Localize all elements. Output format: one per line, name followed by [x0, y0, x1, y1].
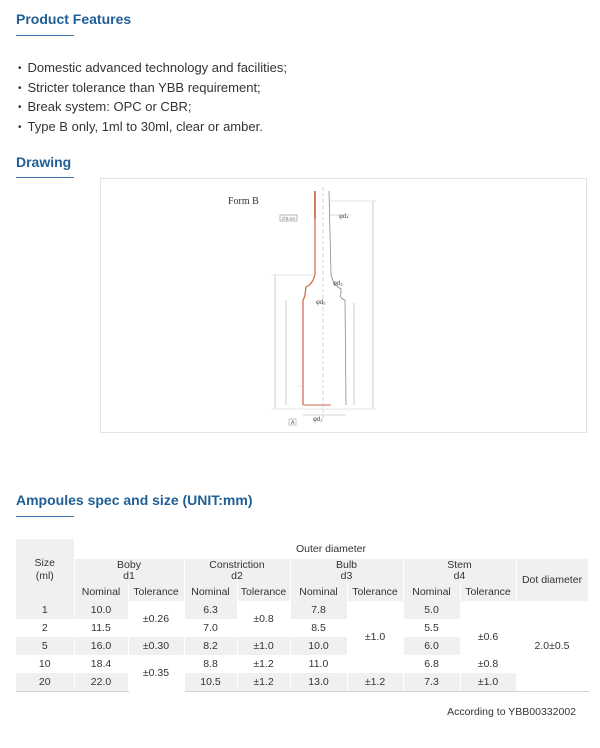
label-d3: φd₃ [333, 281, 343, 287]
spec-title-underline [16, 516, 74, 517]
size-cell: 1 [16, 601, 74, 619]
reference-label: ∅0.1A [282, 216, 296, 221]
group-stem-sub: d4 [453, 570, 466, 582]
tolerance-header: Tolerance [347, 583, 403, 601]
d2-nominal: 8.8 [184, 655, 237, 673]
size-cell: 20 [16, 673, 74, 692]
d1-tolerance: ±0.30 [128, 637, 184, 655]
group-bulb-name: Bulb [335, 559, 357, 571]
drawing-title-underline [16, 177, 74, 178]
feature-item: • Domestic advanced technology and facilities; [18, 59, 287, 79]
size-cell: 5 [16, 637, 74, 655]
d3-tolerance-blank [347, 601, 403, 619]
size-cell: 10 [16, 655, 74, 673]
form-label: Form B [228, 196, 259, 207]
d1-nominal: 16.0 [74, 637, 128, 655]
table-row [16, 601, 588, 619]
d1-nominal: 22.0 [74, 673, 128, 692]
d4-nominal: 5.5 [403, 619, 460, 637]
d2-nominal: 7.0 [184, 619, 237, 637]
label-d1: φd₁ [313, 417, 323, 423]
spec-title: Ampoules spec and size (UNIT:mm) [16, 492, 253, 508]
nominal-header: Nominal [290, 583, 347, 601]
nominal-header: Nominal [184, 583, 237, 601]
group-header-bulb [290, 559, 403, 583]
d4-nominal: 6.8 [403, 655, 460, 673]
table-row [16, 619, 588, 637]
d2-tolerance: ±1.0 [237, 637, 290, 655]
d4-tolerance: ±0.6 [460, 619, 516, 655]
d4-tolerance-blank [460, 601, 516, 619]
d3-tolerance: ±1.2 [347, 673, 403, 692]
d1-nominal: 18.4 [74, 655, 128, 673]
d1-nominal: 10.0 [74, 601, 128, 619]
table-row [16, 673, 588, 692]
label-A: A [291, 420, 295, 426]
group-header-body [74, 559, 184, 583]
d3-nominal: 8.5 [290, 619, 347, 637]
d4-nominal: 7.3 [403, 673, 460, 692]
group-header-constriction [184, 559, 290, 583]
dot-diameter-value: 2.0±0.5 [516, 619, 588, 673]
group-bulb-sub: d3 [340, 570, 353, 582]
ampoule-outline-right [329, 191, 346, 405]
feature-item: • Stricter tolerance than YBB requirement; [18, 79, 287, 99]
dot-blank [516, 673, 588, 692]
nominal-header: Nominal [74, 583, 128, 601]
outer-diameter-header: Outer diameter [74, 539, 588, 559]
features-list [18, 59, 287, 137]
feature-item: • Break system: OPC or CBR; [18, 98, 287, 118]
dot-blank [516, 601, 588, 619]
d3-nominal: 7.8 [290, 601, 347, 619]
d2-nominal: 10.5 [184, 673, 237, 692]
standard-footnote: According to YBB00332002 [447, 706, 576, 718]
ampoule-outline-left [303, 191, 315, 405]
group-header-stem [403, 559, 516, 583]
d3-nominal: 10.0 [290, 637, 347, 655]
d4-nominal: 5.0 [403, 601, 460, 619]
tolerance-header: Tolerance [460, 583, 516, 601]
d1-nominal: 11.5 [74, 619, 128, 637]
nominal-header: Nominal [403, 583, 460, 601]
group-constriction-sub: d2 [231, 570, 243, 582]
group-constriction-name: Constriction [209, 559, 265, 571]
d3-nominal: 13.0 [290, 673, 347, 692]
d2-tolerance: ±0.8 [237, 601, 290, 637]
size-header: Size (ml) [16, 539, 74, 601]
dot-diameter-header: Dot diameter [516, 559, 588, 601]
spec-table [16, 539, 589, 692]
drawing-title: Drawing [16, 154, 72, 170]
d1-tolerance: ±0.26 [128, 601, 184, 637]
d3-nominal: 11.0 [290, 655, 347, 673]
table-row [16, 655, 588, 673]
label-d4: φd₄ [339, 214, 349, 220]
group-stem-name: Stem [447, 559, 472, 571]
label-d2: φd₂ [316, 300, 326, 306]
d2-tolerance: ±1.2 [237, 673, 290, 692]
d2-tolerance: ±1.2 [237, 655, 290, 673]
group-body-name: Boby [117, 559, 141, 571]
d4-tolerance: ±0.8 [460, 655, 516, 673]
size-cell: 2 [16, 619, 74, 637]
group-body-sub: d1 [123, 570, 135, 582]
d2-nominal: 6.3 [184, 601, 237, 619]
features-title-underline [16, 35, 74, 36]
d4-nominal: 6.0 [403, 637, 460, 655]
d3-tolerance-blank [347, 655, 403, 673]
ampoule-drawing [100, 178, 587, 433]
tolerance-header: Tolerance [237, 583, 290, 601]
features-title: Product Features [16, 11, 132, 27]
d3-tolerance: ±1.0 [347, 619, 403, 655]
d4-tolerance: ±1.0 [460, 673, 516, 692]
feature-item: • Type B only, 1ml to 30ml, clear or amber. [18, 118, 287, 138]
ampoule-drawing-svg [101, 179, 586, 432]
d1-tolerance: ±0.35 [128, 655, 184, 692]
tolerance-header: Tolerance [128, 583, 184, 601]
d2-nominal: 8.2 [184, 637, 237, 655]
